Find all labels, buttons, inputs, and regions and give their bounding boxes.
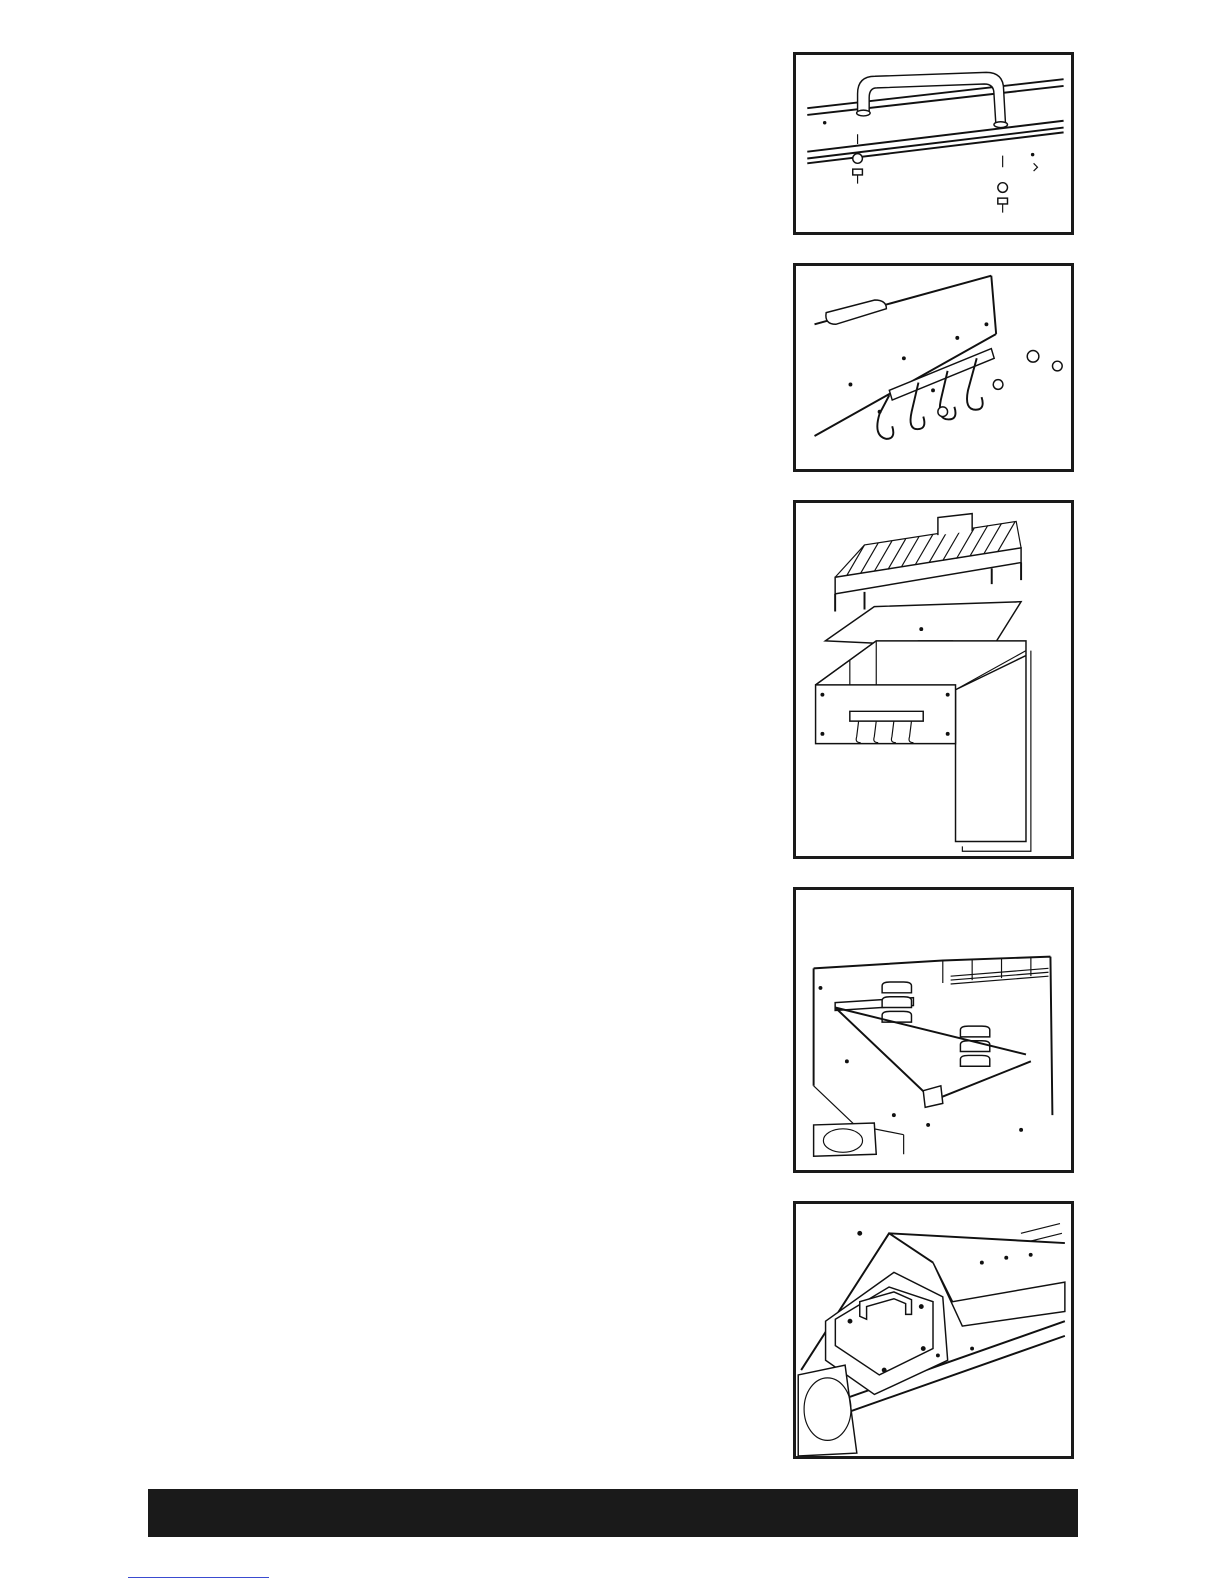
figure-tool-hooks <box>793 263 1074 472</box>
tool-hooks-illustration <box>796 266 1071 469</box>
grease-bracket-illustration <box>796 1204 1071 1456</box>
grease-tray-illustration <box>796 890 1071 1170</box>
figure-grease-tray <box>793 887 1074 1173</box>
handle-illustration <box>796 55 1071 232</box>
figure-side-burner-grate <box>793 500 1074 859</box>
figure-grease-bracket <box>793 1201 1074 1459</box>
side-burner-grate-illustration <box>796 503 1071 856</box>
bottom-rule <box>128 1577 269 1578</box>
footer-bar <box>148 1489 1078 1537</box>
figure-handle <box>793 52 1074 235</box>
